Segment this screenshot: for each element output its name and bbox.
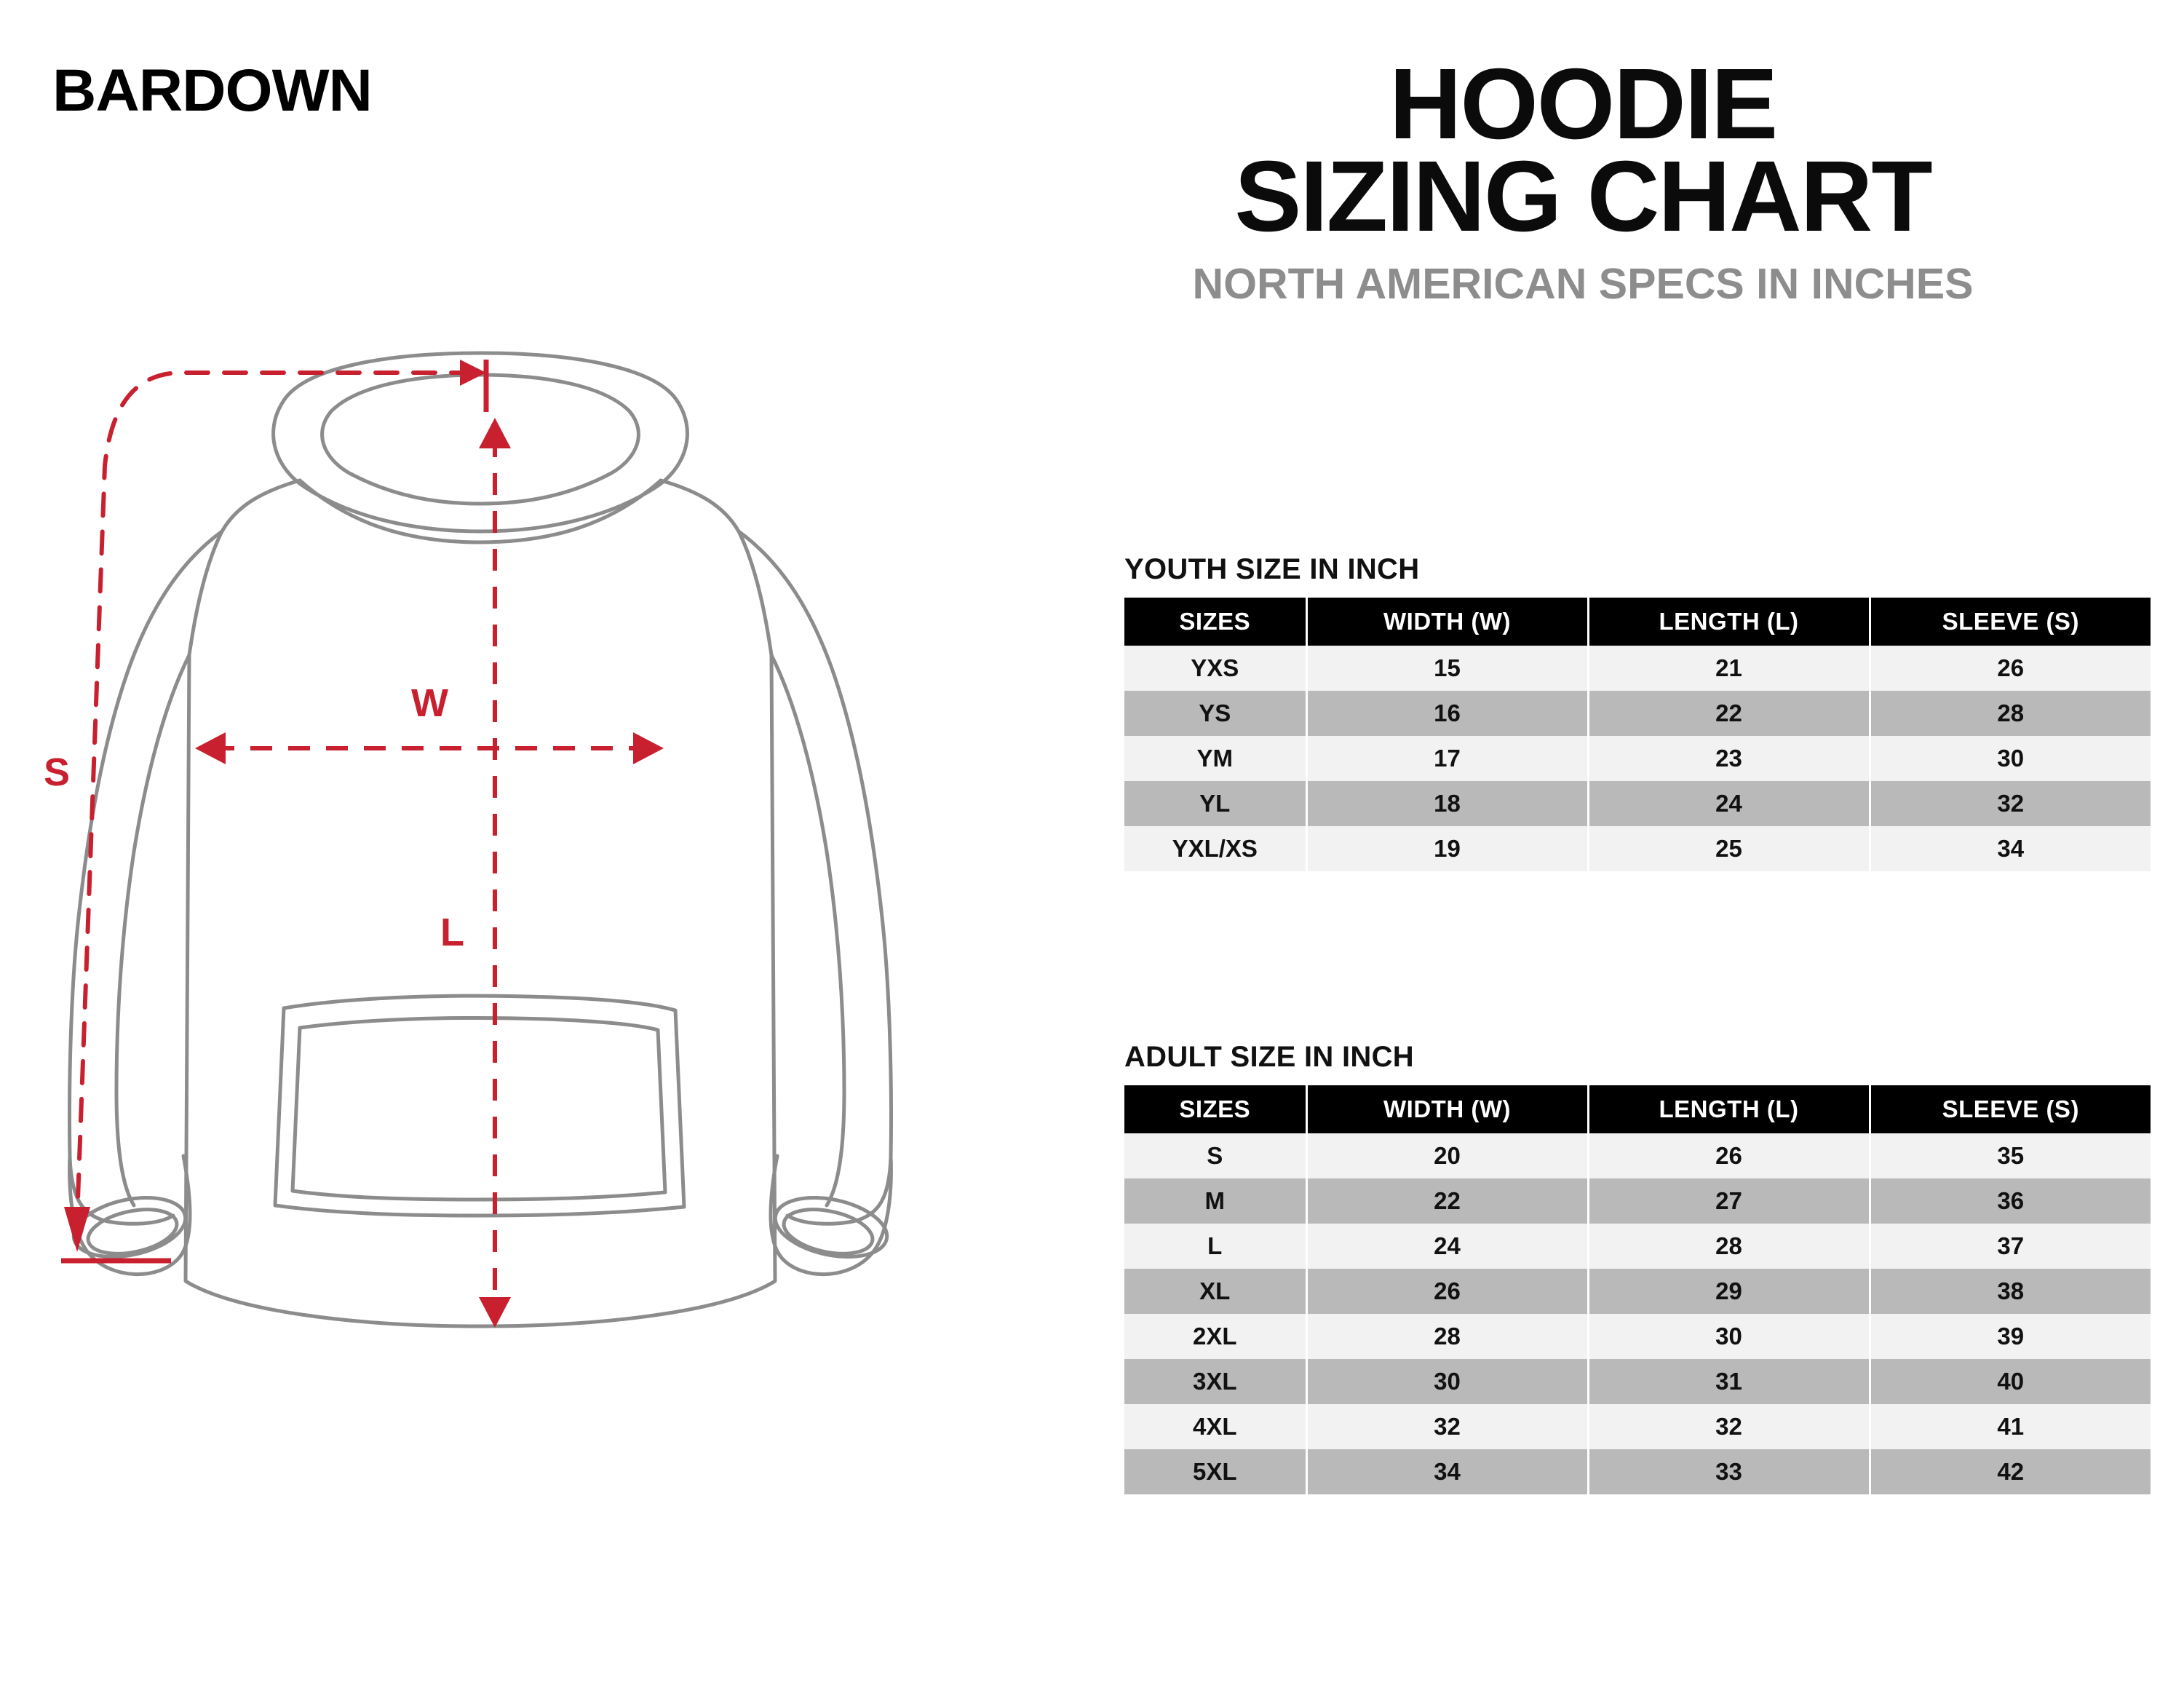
cell-width: 17 xyxy=(1306,736,1588,781)
table-row xyxy=(1124,691,2151,736)
cell-width: 22 xyxy=(1306,1178,1588,1224)
cell-length: 30 xyxy=(1588,1314,1870,1359)
table-row xyxy=(1124,736,2151,781)
sleeve-dimension-label: S xyxy=(44,750,71,794)
cell-width: 20 xyxy=(1306,1133,1588,1178)
page-title-line-1: HOODIE xyxy=(1389,48,1777,160)
cell-width: 28 xyxy=(1306,1314,1588,1359)
table-row xyxy=(1124,1359,2151,1404)
cell-width: 34 xyxy=(1306,1449,1588,1494)
cell-length: 32 xyxy=(1588,1404,1870,1449)
cell-width: 18 xyxy=(1306,781,1588,826)
adult-col-width: WIDTH (W) xyxy=(1306,1085,1588,1133)
adult-col-length: LENGTH (L) xyxy=(1588,1085,1870,1133)
cell-length: 22 xyxy=(1588,691,1870,736)
cell-length: 31 xyxy=(1588,1359,1870,1404)
hoodie-diagram xyxy=(44,342,1019,1419)
title-block xyxy=(1048,48,2118,309)
table-header-row xyxy=(1124,1085,2151,1133)
cell-size: M xyxy=(1124,1178,1306,1224)
table-row xyxy=(1124,781,2151,826)
cell-length: 25 xyxy=(1588,826,1870,871)
cell-size: L xyxy=(1124,1224,1306,1269)
cell-size: YS xyxy=(1124,691,1306,736)
table-row xyxy=(1124,1404,2151,1449)
brand-logo: BARDOWN xyxy=(52,58,372,124)
cell-sleeve: 30 xyxy=(1870,736,2151,781)
cell-width: 32 xyxy=(1306,1404,1588,1449)
adult-size-section xyxy=(1124,1041,2151,1494)
cell-size: 5XL xyxy=(1124,1449,1306,1494)
table-row xyxy=(1124,1314,2151,1359)
table-row xyxy=(1124,1133,2151,1178)
table-row xyxy=(1124,1269,2151,1314)
youth-col-width: WIDTH (W) xyxy=(1306,598,1588,646)
adult-table-caption: ADULT SIZE IN INCH xyxy=(1124,1041,1414,1073)
cell-size: 2XL xyxy=(1124,1314,1306,1359)
hoodie-illustration-svg xyxy=(44,342,1019,1419)
table-row xyxy=(1124,1178,2151,1224)
cell-sleeve: 32 xyxy=(1870,781,2151,826)
page-title-line-2: SIZING CHART xyxy=(1234,140,1931,253)
cell-width: 16 xyxy=(1306,691,1588,736)
cell-length: 28 xyxy=(1588,1224,1870,1269)
cell-sleeve: 42 xyxy=(1870,1449,2151,1494)
cell-sleeve: 26 xyxy=(1870,646,2151,691)
cell-sleeve: 40 xyxy=(1870,1359,2151,1404)
youth-size-section xyxy=(1124,553,2151,871)
youth-col-sleeve: SLEEVE (S) xyxy=(1870,598,2151,646)
youth-size-table xyxy=(1124,598,2151,871)
cell-sleeve: 37 xyxy=(1870,1224,2151,1269)
cell-size: YXL/XS xyxy=(1124,826,1306,871)
cell-length: 29 xyxy=(1588,1269,1870,1314)
cell-sleeve: 36 xyxy=(1870,1178,2151,1224)
cell-size: 3XL xyxy=(1124,1359,1306,1404)
adult-size-table xyxy=(1124,1085,2151,1494)
youth-table-caption: YOUTH SIZE IN INCH xyxy=(1124,553,1420,585)
cell-width: 26 xyxy=(1306,1269,1588,1314)
table-row xyxy=(1124,1224,2151,1269)
cell-size: YXS xyxy=(1124,646,1306,691)
table-row xyxy=(1124,646,2151,691)
cell-size: XL xyxy=(1124,1269,1306,1314)
cell-sleeve: 35 xyxy=(1870,1133,2151,1178)
cell-length: 33 xyxy=(1588,1449,1870,1494)
table-row xyxy=(1124,1449,2151,1494)
cell-size: S xyxy=(1124,1133,1306,1178)
cell-length: 24 xyxy=(1588,781,1870,826)
cell-size: 4XL xyxy=(1124,1404,1306,1449)
cell-length: 26 xyxy=(1588,1133,1870,1178)
youth-col-length: LENGTH (L) xyxy=(1588,598,1870,646)
table-row xyxy=(1124,826,2151,871)
adult-col-sleeve: SLEEVE (S) xyxy=(1870,1085,2151,1133)
width-dimension-label: W xyxy=(411,681,448,725)
cell-size: YL xyxy=(1124,781,1306,826)
cell-sleeve: 34 xyxy=(1870,826,2151,871)
cell-length: 27 xyxy=(1588,1178,1870,1224)
cell-width: 24 xyxy=(1306,1224,1588,1269)
length-dimension-label: L xyxy=(440,911,464,954)
cell-sleeve: 41 xyxy=(1870,1404,2151,1449)
cell-width: 19 xyxy=(1306,826,1588,871)
table-header-row xyxy=(1124,598,2151,646)
cell-length: 21 xyxy=(1588,646,1870,691)
page-subtitle: NORTH AMERICAN SPECS IN INCHES xyxy=(1192,259,1974,308)
adult-col-sizes: SIZES xyxy=(1124,1085,1306,1133)
cell-sleeve: 28 xyxy=(1870,691,2151,736)
cell-width: 30 xyxy=(1306,1359,1588,1404)
cell-sleeve: 38 xyxy=(1870,1269,2151,1314)
youth-col-sizes: SIZES xyxy=(1124,598,1306,646)
cell-size: YM xyxy=(1124,736,1306,781)
cell-width: 15 xyxy=(1306,646,1588,691)
cell-sleeve: 39 xyxy=(1870,1314,2151,1359)
cell-length: 23 xyxy=(1588,736,1870,781)
